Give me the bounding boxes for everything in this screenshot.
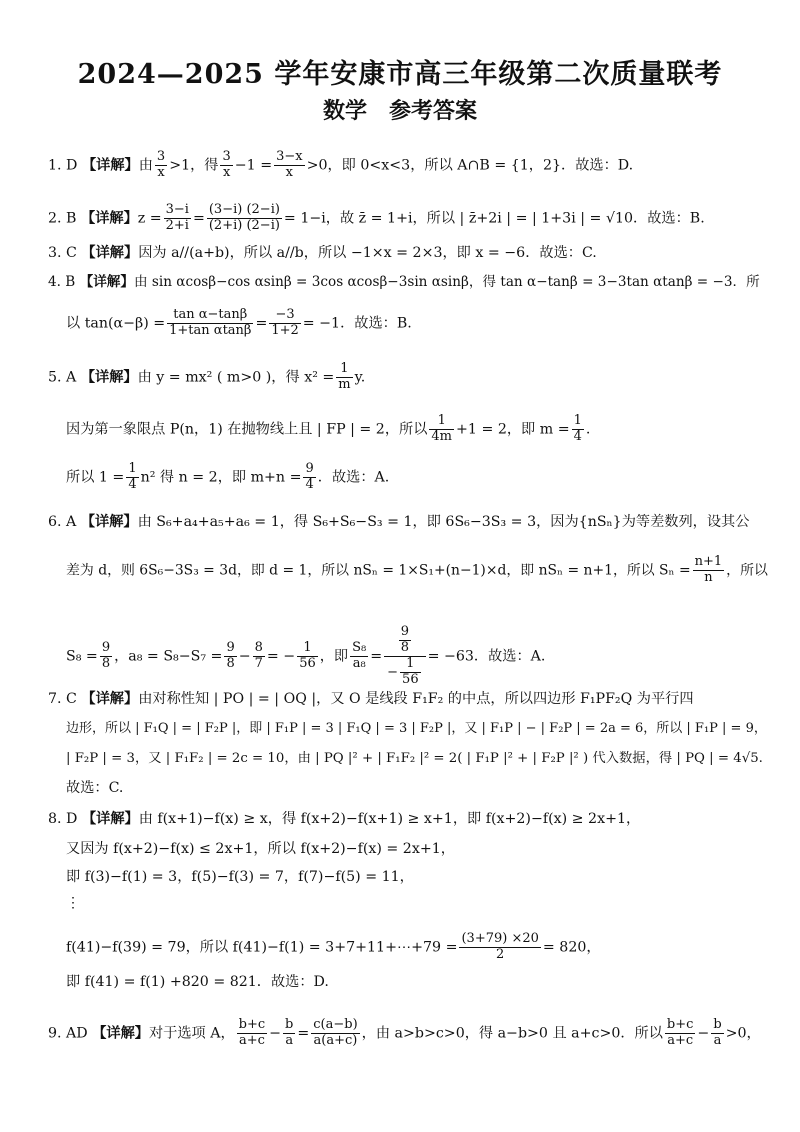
answer-4-line-2: 以 tan(α−β) = $\frac{\text{tan α−tanβ}}{\text{1+tan αtanβ}}$ = $\frac{-3}{1+2}$ = −1．故选：B. [66, 307, 412, 338]
answer-6-line-2: 差为 d，则 6S₆−3S₃ = 3d，即 d = 1，所以 nSₙ = 1×S₁+(n−1)×d，即 nSₙ = n+1，所以 Sₙ = $\frac{n+1}{n}$ ，所以 [66, 554, 768, 585]
answer-5-line-2: 因为第一象限点 P(n，1) 在抛物线上且 | FP | = 2，所以 $\frac{1}{4m}$ +1 = 2，即 m = $\frac{1}{4}$ . [66, 413, 591, 444]
answer-7-line-2: 边形，所以 | F₁Q | = | F₂P |，即 | F₁P | = 3 | F₁Q | = 3 | F₂P |，又 | F₁P | − | F₂P | = 2a = 6，所以 | F₁P | = 9， [66, 721, 767, 736]
answer-8-line-5: f(41)−f(39) = 79，所以 f(41)−f(1) = 3+7+11+⋯+79 = $\frac{(3+79) \times 20}{2}$ = 820， [66, 931, 601, 962]
answer-7-line-1: 7. C 【详解】由对称性知 | PO | = | OQ |，又 O 是线段 F₁F₂ 的中点，所以四边形 F₁PF₂Q 为平行四 [48, 691, 694, 707]
answer-6-line-1: 6. A 【详解】由 S₆+a₄+a₅+a₆ = 1，得 S₆+S₆−S₃ = 1，即 6S₆−3S₃ = 3，因为{nSₙ}为等差数列，设其公 [48, 514, 750, 530]
answer-1: 1. D 【详解】由 $\frac{3}{x}$ >1，得 $\frac{3}{x}$ −1 = $\frac{3-x}{x}$ >0，即 0<x<3，所以 A∩B = {1，2}．故选：D. [48, 149, 634, 180]
answer-8-line-6: 即 f(41) = f(1) +820 = 821．故选：D. [66, 974, 329, 990]
answer-8-line-4: ⋮ [66, 895, 81, 911]
page-subtitle: 数学 参考答案 [322, 98, 477, 124]
answer-5-line-1: 5. A 【详解】由 y = mx² ( m>0 )，得 x² = $\frac{1}{m}$ y. [48, 361, 366, 392]
answer-8-line-1: 8. D 【详解】由 f(x+1)−f(x) ≥ x，得 f(x+2)−f(x+1) ≥ x+1，即 f(x+2)−f(x) ≥ 2x+1， [48, 811, 641, 827]
answer-3: 3. C 【详解】因为 a//(a+b)，所以 a//b，所以 −1×x = 2×3，即 x = −6．故选：C. [48, 245, 597, 261]
answer-4-line-1: 4. B 【详解】由 sin αcosβ−cos αsinβ = 3cos αcosβ−3sin αsinβ，得 tan α−tanβ = 3−3tan αtanβ = −3．所 [48, 274, 760, 290]
compound-fraction: $\frac{9}{8}$ − $\frac{1}{56}$ [384, 625, 425, 688]
page-title: 2024—2025 学年安康市高三年级第二次质量联考 [77, 59, 723, 90]
answer-5-line-3: 所以 1 = $\frac{1}{4}$ n² 得 n = 2，即 m+n = $\frac{9}{4}$ ．故选：A. [66, 461, 390, 492]
answer-6-line-3: S₈ = $\frac{9}{8}$ ，a₈ = S₈−S₇ = $\frac{9}{8}$ − $\frac{8}{7}$ = − $\frac{1}{56}$ ，即 $\frac{\text{S₈}}{\text{a₈}}$ = $\frac{9}{8}$ − $\frac{1}{56}$ = −63．故选：A. [66, 624, 546, 687]
answer-2: 2. B 【详解】z = $\frac{3-i}{2+i}$ = $\frac{(3-i) (2-i)}{(2+i) (2-i)}$ = 1−i，故 z̄ = 1+i，所以 | z̄+2i | = | 1+3i | = √10．故选：B. [48, 202, 705, 233]
answer-7-line-3: | F₂P | = 3，又 | F₁F₂ | = 2c = 10，由 | PQ |² + | F₁F₂ |² = 2( | F₁P |² + | F₂P |² ) 代入数据，得 | PQ | = 4√5. [66, 751, 763, 766]
answer-8-line-2: 又因为 f(x+2)−f(x) ≤ 2x+1，所以 f(x+2)−f(x) = 2x+1， [66, 841, 455, 857]
answer-8-line-3: 即 f(3)−f(1) = 3，f(5)−f(3) = 7，f(7)−f(5) = 11， [66, 869, 414, 885]
answer-7-line-4: 故选：C. [66, 780, 124, 796]
answer-9: 9. AD 【详解】对于选项 A， $\frac{b+c}{a+c}$ − $\frac{b}{a}$ = $\frac{c(a-b)}{a(a+c)}$ ，由 a>b>c>0，得 a−b>0 且 a+c>0．所以 $\frac{b+c}{a+c}$ − $\frac{b}{a}$ >0， [48, 1017, 761, 1048]
